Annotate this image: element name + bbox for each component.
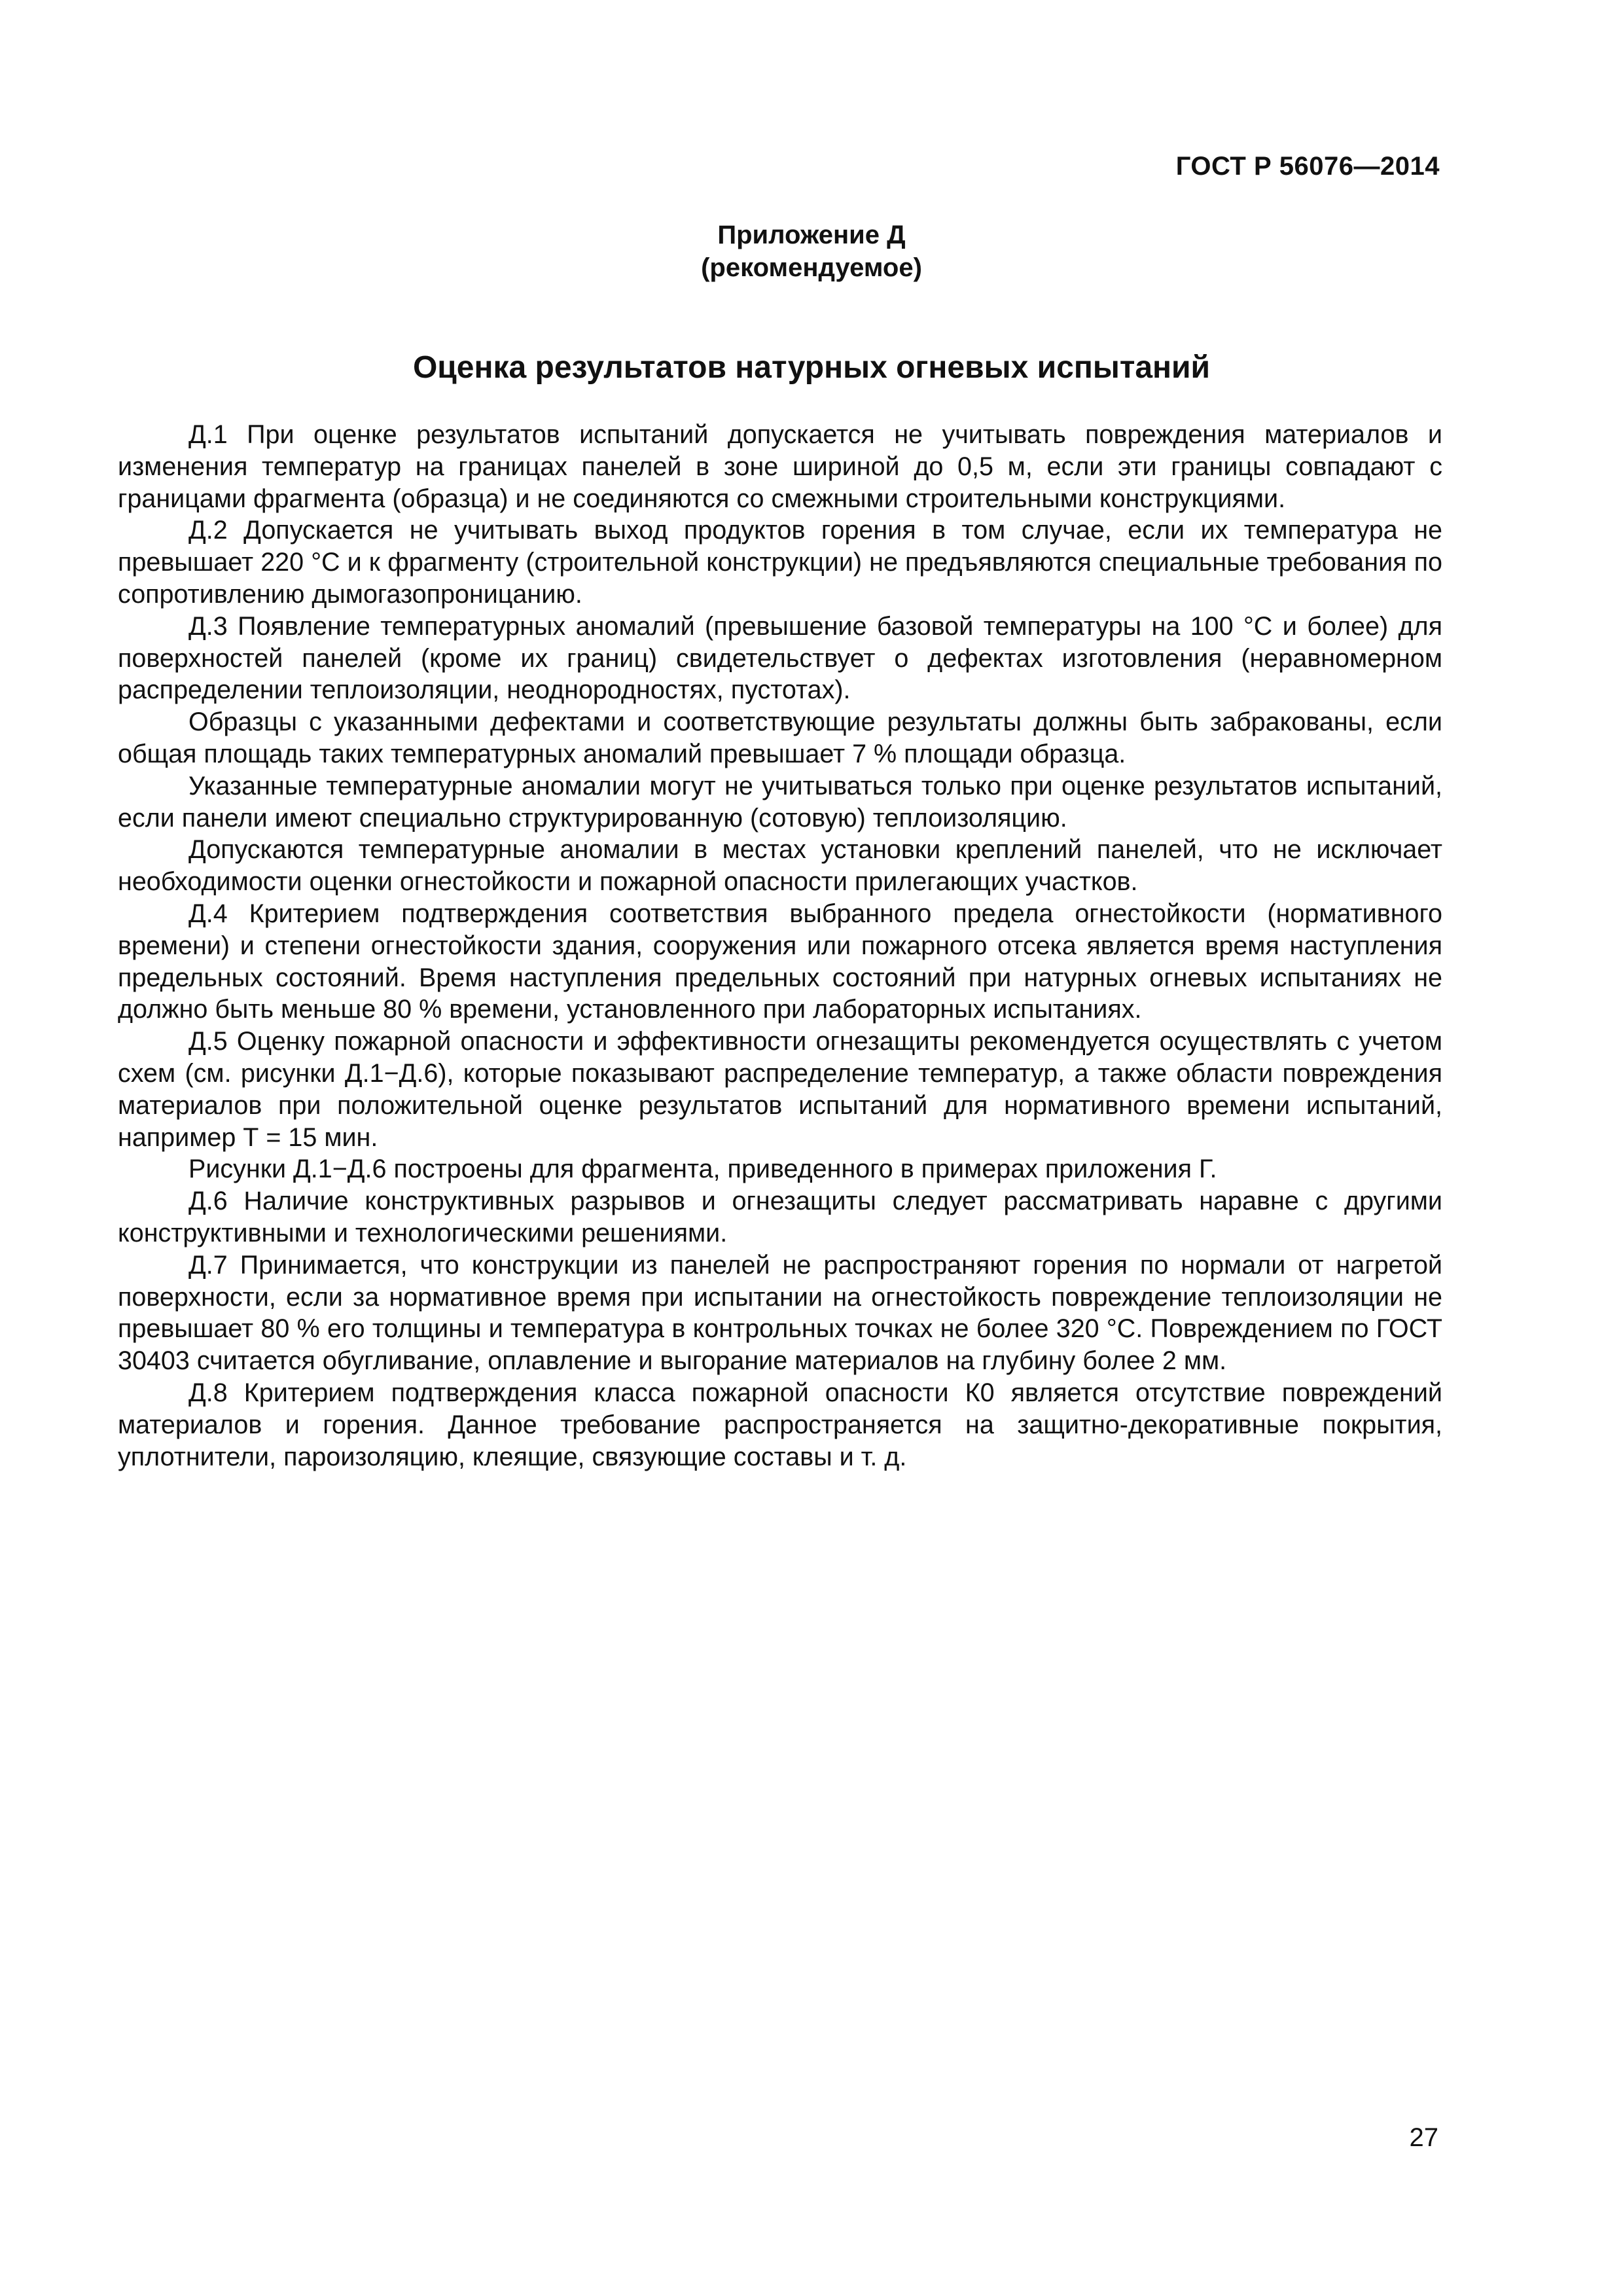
body-text (118, 419, 1442, 1473)
paragraph-d5: Д.5 Оценку пожарной опасности и эффективности огнезащиты рекомендуется осуществлять с учетом схем (см. рисунки Д.1−Д.6), которые показывают распределение температур, а также области повреждения материалов при положительной оценке результатов испытаний для нормативного времени испытаний, например Т = 15 мин. (118, 1027, 1442, 1152)
paragraph-d3: Д.3 Появление температурных аномалий (превышение базовой температуры на 100 °С и более) для поверхностей панелей (кроме их границ) свидетельствует о дефектах изготовления (неравномерном распределении теплоизоляции, неоднородностях, пустотах). (118, 611, 1442, 705)
paragraph-d3-fasteners: Допускаются температурные аномалии в местах установки креплений панелей, что не исключает необходимости оценки огнестойкости и пожарной опасности прилегающих участков. (118, 835, 1442, 897)
page-number: 27 (1409, 2123, 1438, 2152)
document-number: ГОСТ Р 56076—2014 (1175, 152, 1440, 181)
paragraph-d1: Д.1 При оценке результатов испытаний допускается не учитывать повреждения материалов и изменения температур на границах панелей в зоне шириной до 0,5 м, если эти границы совпадают с границами фрагмента (образца) и не соединяются со смежными строительными конструкциями. (118, 420, 1442, 513)
paragraph-d7: Д.7 Принимается, что конструкции из панелей не распространяют горения по нормали от нагретой поверхности, если за нормативное время при испытании на огнестойкость повреждение теплоизоляции не превышает 80 % его толщины и температура в контрольных точках не более 320 °С. Повреждением по ГОСТ 30403 считается обугливание, оплавление и выгорание материалов на глубину более 2 мм. (118, 1250, 1442, 1376)
paragraph-d3-anomalies: Указанные температурные аномалии могут не учитываться только при оценке результатов испытаний, если панели имеют специально структурированную (сотовую) теплоизоляцию. (118, 771, 1442, 833)
paragraph-d3-defects: Образцы с указанными дефектами и соответствующие результаты должны быть забракованы, если общая площадь таких температурных аномалий превышает 7 % площади образца. (118, 708, 1442, 768)
paragraph-d8: Д.8 Критерием подтверждения класса пожарной опасности К0 является отсутствие повреждений материалов и горения. Данное требование распространяется на защитно-декоративные покрытия, уплотнители, пароизоляцию, клеящие, связующие составы и т. д. (118, 1378, 1442, 1471)
appendix-heading (0, 219, 1623, 284)
appendix-status: (рекомендуемое) (701, 253, 922, 282)
paragraph-d6: Д.6 Наличие конструктивных разрывов и огнезащиты следует рассматривать наравне с другими конструктивными и технологическими решениями. (118, 1187, 1442, 1247)
appendix-label: Приложение Д (717, 221, 906, 249)
paragraph-d4: Д.4 Критерием подтверждения соответствия выбранного предела огнестойкости (нормативного времени) и степени огнестойкости здания, сооружения или пожарного отсека является время наступления предельных состояний. Время наступления предельных состояний при натурных огневых испытаниях не должно быть меньше 80 % времени, установленного при лабораторных испытаниях. (118, 899, 1442, 1024)
paragraph-d5-figures: Рисунки Д.1−Д.6 построены для фрагмента, приведенного в примерах приложения Г. (188, 1155, 1217, 1184)
paragraph-d2: Д.2 Допускается не учитывать выход продуктов горения в том случае, если их температура не превышает 220 °С и к фрагменту (строительной конструкции) не предъявляются специальные требования по сопротивлению дымогазопроницанию. (118, 516, 1442, 609)
section-title: Оценка результатов натурных огневых испытаний (412, 350, 1211, 385)
